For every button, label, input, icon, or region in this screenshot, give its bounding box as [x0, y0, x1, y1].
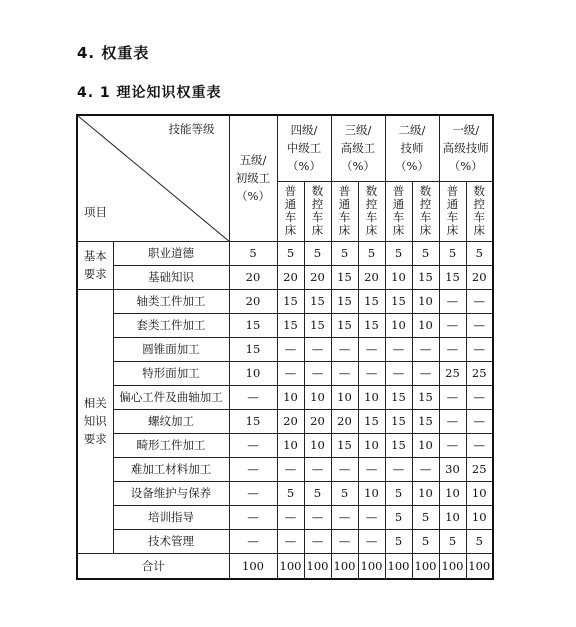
- weight-value: —: [439, 289, 466, 313]
- weight-value: —: [229, 457, 277, 481]
- weight-value: 10: [412, 313, 439, 337]
- weight-value: 5: [229, 241, 277, 265]
- weight-value: 10: [412, 289, 439, 313]
- weight-value: 10: [385, 313, 412, 337]
- weight-value: —: [412, 337, 439, 361]
- total-value: 100: [358, 553, 385, 579]
- subheader-cnc-lathe: 数 控 车 床: [466, 181, 493, 241]
- weight-value: —: [439, 433, 466, 457]
- weight-value: 10: [466, 481, 493, 505]
- weight-value: 15: [412, 385, 439, 409]
- item-label: 轴类工件加工: [113, 289, 229, 313]
- weight-value: 15: [358, 289, 385, 313]
- weight-value: 25: [439, 361, 466, 385]
- weight-value: —: [331, 505, 358, 529]
- weight-value: —: [412, 361, 439, 385]
- weight-value: 15: [412, 265, 439, 289]
- weight-value: 10: [331, 385, 358, 409]
- weight-value: 5: [331, 481, 358, 505]
- weight-value: 10: [385, 265, 412, 289]
- weight-value: 10: [358, 385, 385, 409]
- weight-value: 5: [385, 529, 412, 553]
- weight-value: —: [466, 385, 493, 409]
- table-row: [77, 457, 493, 481]
- weight-value: —: [331, 529, 358, 553]
- weight-value: 25: [466, 457, 493, 481]
- item-label: 特形面加工: [113, 361, 229, 385]
- weight-value: 5: [385, 505, 412, 529]
- weight-value: 5: [385, 241, 412, 265]
- weight-value: —: [358, 529, 385, 553]
- weight-table: [76, 114, 494, 580]
- weight-value: —: [385, 457, 412, 481]
- weight-value: —: [304, 505, 331, 529]
- item-label: 套类工件加工: [113, 313, 229, 337]
- weight-value: —: [439, 385, 466, 409]
- weight-value: 5: [304, 481, 331, 505]
- table-row: [77, 385, 493, 409]
- weight-value: 20: [358, 265, 385, 289]
- weight-value: —: [304, 361, 331, 385]
- weight-value: —: [277, 505, 304, 529]
- weight-value: 15: [385, 433, 412, 457]
- weight-value: 15: [331, 313, 358, 337]
- weight-value: —: [229, 505, 277, 529]
- weight-value: 20: [304, 409, 331, 433]
- table-row: [77, 409, 493, 433]
- weight-value: 15: [358, 409, 385, 433]
- total-value: 100: [229, 553, 277, 579]
- weight-value: 20: [304, 265, 331, 289]
- weight-value: —: [358, 361, 385, 385]
- weight-value: —: [466, 337, 493, 361]
- weight-value: 15: [229, 337, 277, 361]
- weight-value: 10: [439, 481, 466, 505]
- total-value: 100: [412, 553, 439, 579]
- weight-value: —: [412, 457, 439, 481]
- weight-value: 20: [229, 265, 277, 289]
- weight-value: 15: [358, 313, 385, 337]
- table-row: [77, 265, 493, 289]
- table-row: [77, 361, 493, 385]
- weight-value: —: [229, 529, 277, 553]
- weight-value: 20: [466, 265, 493, 289]
- weight-value: —: [277, 361, 304, 385]
- corner-label-grade: 技能等级: [168, 122, 215, 136]
- grade-header-1: 一级/ 高级技师 （%）: [439, 115, 493, 181]
- weight-value: 20: [277, 265, 304, 289]
- weight-value: —: [331, 337, 358, 361]
- weight-value: 15: [331, 265, 358, 289]
- total-value: 100: [385, 553, 412, 579]
- category-cell: 相关 知识 要求: [77, 289, 113, 553]
- table-row: [77, 337, 493, 361]
- weight-value: —: [277, 457, 304, 481]
- weight-value: —: [304, 337, 331, 361]
- subheader-cnc-lathe: 数 控 车 床: [304, 181, 331, 241]
- weight-value: —: [277, 337, 304, 361]
- weight-value: 10: [412, 433, 439, 457]
- weight-value: 20: [277, 409, 304, 433]
- total-value: 100: [439, 553, 466, 579]
- section-title: 4. 权重表: [77, 44, 150, 62]
- weight-value: 15: [277, 313, 304, 337]
- weight-value: 15: [385, 385, 412, 409]
- table-row: [77, 505, 493, 529]
- category-cell: 基本 要求: [77, 241, 113, 289]
- weight-value: —: [358, 337, 385, 361]
- table-row: [77, 241, 493, 265]
- total-value: 100: [304, 553, 331, 579]
- weight-value: 10: [229, 361, 277, 385]
- table-row: [77, 529, 493, 553]
- item-label: 职业道德: [113, 241, 229, 265]
- weight-value: —: [331, 457, 358, 481]
- weight-value: —: [229, 481, 277, 505]
- weight-value: 15: [385, 289, 412, 313]
- weight-value: 15: [304, 313, 331, 337]
- weight-value: 5: [466, 241, 493, 265]
- item-label: 畸形工件加工: [113, 433, 229, 457]
- weight-value: —: [358, 457, 385, 481]
- subheader-ordinary-lathe: 普 通 车 床: [385, 181, 412, 241]
- weight-value: 5: [466, 529, 493, 553]
- grade-header-2: 二级/ 技师 （%）: [385, 115, 439, 181]
- table-row: [77, 289, 493, 313]
- grade-header-3: 三级/ 高级工 （%）: [331, 115, 385, 181]
- weight-value: —: [385, 337, 412, 361]
- weight-value: 5: [412, 241, 439, 265]
- weight-value: —: [358, 505, 385, 529]
- item-label: 技术管理: [113, 529, 229, 553]
- weight-value: —: [331, 361, 358, 385]
- weight-value: 5: [331, 241, 358, 265]
- weight-value: 30: [439, 457, 466, 481]
- weight-value: 10: [358, 433, 385, 457]
- weight-value: 10: [358, 481, 385, 505]
- weight-value: 15: [331, 289, 358, 313]
- weight-value: 5: [439, 529, 466, 553]
- item-label: 圆锥面加工: [113, 337, 229, 361]
- total-value: 100: [331, 553, 358, 579]
- weight-value: 5: [277, 481, 304, 505]
- table-row: [77, 313, 493, 337]
- weight-value: 5: [304, 241, 331, 265]
- weight-value: 5: [412, 505, 439, 529]
- weight-value: 10: [304, 385, 331, 409]
- weight-value: —: [466, 289, 493, 313]
- weight-value: 15: [412, 409, 439, 433]
- total-label: 合计: [77, 553, 229, 579]
- weight-value: —: [304, 529, 331, 553]
- weight-value: 15: [229, 409, 277, 433]
- weight-value: —: [229, 433, 277, 457]
- table-row: [77, 433, 493, 457]
- weight-value: 5: [277, 241, 304, 265]
- weight-value: 10: [277, 433, 304, 457]
- weight-value: 15: [385, 409, 412, 433]
- subheader-ordinary-lathe: 普 通 车 床: [277, 181, 304, 241]
- total-value: 100: [277, 553, 304, 579]
- weight-value: 10: [277, 385, 304, 409]
- weight-value: 10: [412, 481, 439, 505]
- subheader-cnc-lathe: 数 控 车 床: [412, 181, 439, 241]
- weight-value: 20: [331, 409, 358, 433]
- item-label: 偏心工件及曲轴加工: [113, 385, 229, 409]
- subheader-cnc-lathe: 数 控 车 床: [358, 181, 385, 241]
- weight-value: 5: [385, 481, 412, 505]
- weight-value: —: [439, 409, 466, 433]
- table-row: [77, 481, 493, 505]
- total-row: [77, 553, 493, 579]
- weight-value: 15: [439, 265, 466, 289]
- weight-value: —: [439, 337, 466, 361]
- weight-value: 20: [229, 289, 277, 313]
- item-label: 难加工材料加工: [113, 457, 229, 481]
- corner-label-item: 项目: [84, 204, 107, 219]
- grade-header-5: 五级/ 初级工 （%）: [229, 115, 277, 241]
- total-value: 100: [466, 553, 493, 579]
- weight-value: 5: [358, 241, 385, 265]
- item-label: 基础知识: [113, 265, 229, 289]
- weight-value: 5: [412, 529, 439, 553]
- weight-value: —: [229, 385, 277, 409]
- item-label: 设备维护与保养: [113, 481, 229, 505]
- subheader-ordinary-lathe: 普 通 车 床: [439, 181, 466, 241]
- weight-value: 15: [229, 313, 277, 337]
- weight-value: 15: [277, 289, 304, 313]
- weight-value: —: [304, 457, 331, 481]
- item-label: 螺纹加工: [113, 409, 229, 433]
- header-corner-cell: [77, 115, 229, 241]
- weight-value: 15: [331, 433, 358, 457]
- weight-value: 10: [466, 505, 493, 529]
- weight-value: —: [385, 361, 412, 385]
- weight-value: —: [439, 313, 466, 337]
- weight-value: 10: [439, 505, 466, 529]
- grade-header-4: 四级/ 中级工 （%）: [277, 115, 331, 181]
- weight-value: —: [466, 433, 493, 457]
- weight-value: 10: [304, 433, 331, 457]
- weight-value: 15: [304, 289, 331, 313]
- weight-value: 25: [466, 361, 493, 385]
- weight-value: —: [277, 529, 304, 553]
- item-label: 培训指导: [113, 505, 229, 529]
- subheader-ordinary-lathe: 普 通 车 床: [331, 181, 358, 241]
- weight-value: 5: [439, 241, 466, 265]
- subsection-title: 4. 1 理论知识权重表: [77, 85, 222, 101]
- weight-value: —: [466, 313, 493, 337]
- weight-value: —: [466, 409, 493, 433]
